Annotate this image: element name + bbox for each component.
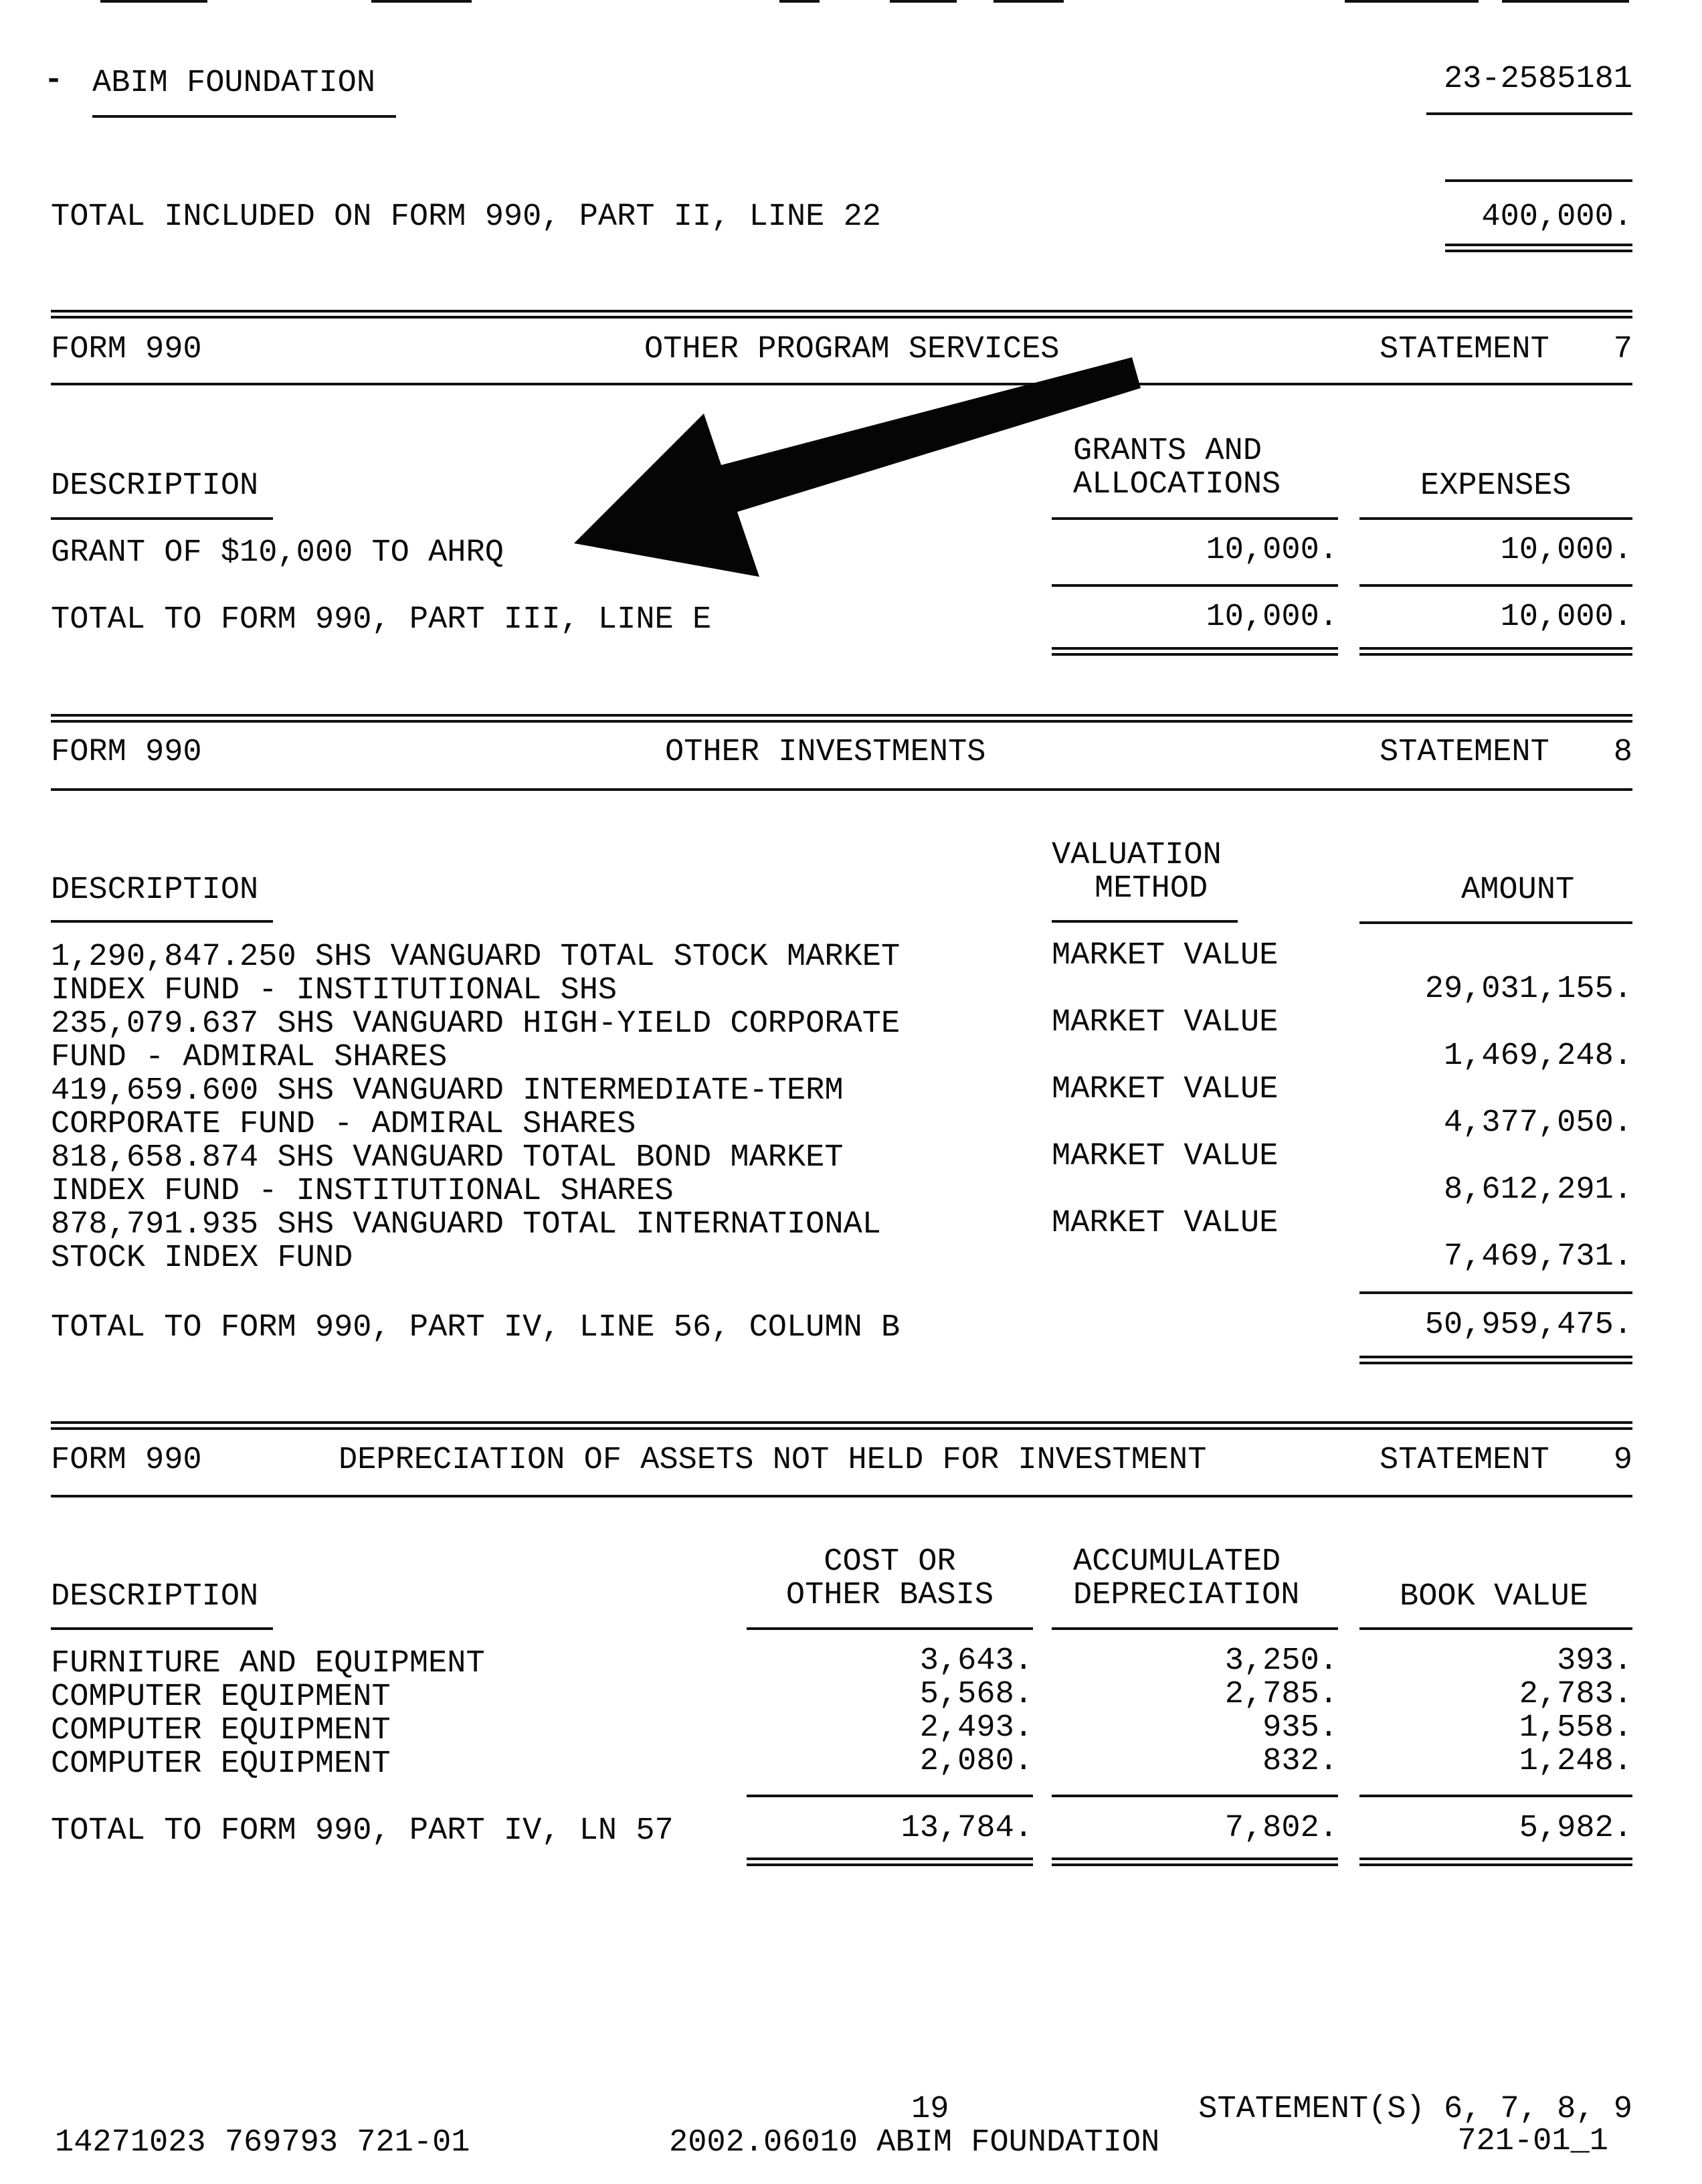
stmt9-row-cost: 3,643.	[919, 1643, 1033, 1679]
stmt9-col-cost-2: OTHER BASIS	[785, 1578, 994, 1613]
stmt8-subtotal-rule	[1359, 1291, 1632, 1294]
stmt8-col-desc-underline	[51, 920, 273, 923]
stmt9-total-book: 5,982.	[1519, 1811, 1632, 1846]
stmt7-form: FORM 990	[51, 332, 202, 367]
top-rule	[994, 0, 1064, 3]
stmt7-col-expenses: EXPENSES	[1420, 468, 1572, 504]
stmt8-top-rule	[51, 714, 1632, 723]
stmt9-row-book: 393.	[1557, 1643, 1632, 1679]
ein: 23-2585181	[1443, 62, 1632, 97]
footer-center-text: 2002.06010 ABIM FOUNDATION	[669, 2125, 1160, 2161]
stmt7-total-label: TOTAL TO FORM 990, PART III, LINE E	[51, 602, 712, 638]
stmt7-row-expenses: 10,000.	[1500, 533, 1632, 568]
stmt8-row-line2: INDEX FUND - INSTITUTIONAL SHS	[51, 973, 618, 1008]
stmt7-col-rule-expenses	[1359, 517, 1632, 520]
stmt9-statement-label: STATEMENT	[1380, 1443, 1549, 1478]
total-topline	[1445, 179, 1632, 182]
stmt9-row-cost: 5,568.	[919, 1677, 1033, 1712]
stmt8-statement-label: STATEMENT	[1380, 735, 1549, 770]
stmt8-row-method: MARKET VALUE	[1052, 1005, 1279, 1040]
top-rule	[1345, 0, 1479, 3]
stmt9-row-book: 1,248.	[1519, 1744, 1632, 1779]
stmt9-total-acc: 7,802.	[1224, 1811, 1338, 1846]
stmt8-row-amount: 1,469,248.	[1443, 1038, 1632, 1074]
stmt8-row-line2: INDEX FUND - INSTITUTIONAL SHARES	[51, 1174, 674, 1209]
stmt7-col-desc-underline	[51, 517, 273, 520]
stmt9-subtotal-rule-book	[1359, 1795, 1632, 1797]
stmt8-row-method: MARKET VALUE	[1052, 938, 1279, 974]
stmt7-col-desc: DESCRIPTION	[51, 468, 259, 504]
arrow-annotation-icon	[549, 348, 1151, 589]
stmt8-title: OTHER INVESTMENTS	[665, 735, 986, 770]
stmt9-col-rule-cost	[747, 1627, 1033, 1630]
stmt9-row-acc: 3,250.	[1224, 1643, 1338, 1679]
stmt8-row-amount: 7,469,731.	[1443, 1239, 1632, 1275]
top-rule	[1502, 0, 1629, 3]
stmt8-row-line1: 235,079.637 SHS VANGUARD HIGH-YIELD CORPORATE	[51, 1006, 901, 1042]
stmt9-row-cost: 2,493.	[919, 1710, 1033, 1746]
stmt8-row-method: MARKET VALUE	[1052, 1206, 1279, 1241]
stmt8-row-line1: 419,659.600 SHS VANGUARD INTERMEDIATE-TERM	[51, 1073, 844, 1109]
stmt9-title: DEPRECIATION OF ASSETS NOT HELD FOR INVESTMENT	[339, 1443, 1207, 1478]
stmt9-row-book: 2,783.	[1519, 1677, 1632, 1712]
stmt7-col-grants-2: ALLOCATIONS	[1073, 467, 1281, 503]
stmt8-total-label: TOTAL TO FORM 990, PART IV, LINE 56, COLUMN B	[51, 1310, 901, 1346]
stmt7-subtotal-rule-grants	[1052, 584, 1338, 587]
stmt7-total-double-expenses	[1359, 647, 1632, 656]
stmt9-row-desc: COMPUTER EQUIPMENT	[51, 1746, 391, 1782]
top-rule	[779, 0, 820, 3]
stmt8-row-line2: CORPORATE FUND - ADMIRAL SHARES	[51, 1107, 636, 1142]
stmt9-row-desc: FURNITURE AND EQUIPMENT	[51, 1646, 485, 1681]
stmt8-row-line1: 878,791.935 SHS VANGUARD TOTAL INTERNATIONAL	[51, 1207, 882, 1243]
stmt8-col-val-1: VALUATION	[1052, 838, 1222, 873]
header-total-double-rule	[1445, 244, 1632, 252]
stmt9-col-book: BOOK VALUE	[1400, 1579, 1589, 1615]
stmt9-header-rule	[51, 1495, 1632, 1497]
org-name-underline	[92, 115, 396, 118]
stmt8-row-amount: 8,612,291.	[1443, 1172, 1632, 1208]
stmt9-total-label: TOTAL TO FORM 990, PART IV, LN 57	[51, 1813, 674, 1849]
stmt7-top-rule	[51, 310, 1632, 318]
stmt9-row-cost: 2,080.	[919, 1744, 1033, 1779]
stmt9-col-rule-acc	[1052, 1627, 1338, 1630]
footer-statements: STATEMENT(S) 6, 7, 8, 9	[1198, 2092, 1632, 2127]
stmt7-col-grants-1: GRANTS AND	[1073, 434, 1262, 469]
stmt9-col-cost-1: COST OR	[824, 1544, 956, 1580]
stmt9-row-desc: COMPUTER EQUIPMENT	[51, 1679, 391, 1715]
stmt9-row-desc: COMPUTER EQUIPMENT	[51, 1713, 391, 1748]
stmt9-row-acc: 832.	[1262, 1744, 1338, 1779]
stmt9-statement-no: 9	[1613, 1443, 1632, 1478]
stmt8-row-method: MARKET VALUE	[1052, 1139, 1279, 1174]
stmt8-total-amount: 50,959,475.	[1424, 1307, 1632, 1343]
stmt7-row-grants: 10,000.	[1206, 533, 1338, 568]
top-rule	[371, 0, 472, 3]
stmt8-col-val-2: METHOD	[1095, 871, 1208, 907]
stmt9-subtotal-rule-acc	[1052, 1795, 1338, 1797]
header-total-value: 400,000.	[1481, 199, 1632, 235]
stmt8-row-line2: STOCK INDEX FUND	[51, 1241, 353, 1276]
stmt7-title: OTHER PROGRAM SERVICES	[644, 332, 1060, 367]
footer-right-code: 721-01_1	[1457, 2124, 1608, 2159]
stmt9-total-double-acc	[1052, 1857, 1338, 1866]
stmt8-col-desc: DESCRIPTION	[51, 873, 259, 908]
stmt8-col-val-underline	[1052, 920, 1238, 923]
stmt9-col-desc: DESCRIPTION	[51, 1579, 259, 1615]
stmt9-col-acc-2: DEPRECIATION	[1073, 1578, 1300, 1613]
stmt8-statement-no: 8	[1613, 735, 1632, 770]
stmt9-col-desc-underline	[51, 1627, 273, 1630]
stmt9-col-acc-1: ACCUMULATED	[1073, 1544, 1281, 1580]
stmt8-col-amount: AMOUNT	[1461, 873, 1575, 908]
stmt7-total-expenses: 10,000.	[1500, 600, 1632, 635]
stmt9-row-acc: 935.	[1262, 1710, 1338, 1746]
footer-left-codes: 14271023 769793 721-01	[55, 2125, 470, 2161]
stmt8-row-amount: 29,031,155.	[1424, 972, 1632, 1007]
stmt9-total-double-cost	[747, 1857, 1033, 1866]
top-rule	[890, 0, 957, 3]
dash-mark: -	[44, 63, 64, 98]
stmt8-row-line1: 818,658.874 SHS VANGUARD TOTAL BOND MARKET	[51, 1140, 844, 1176]
stmt7-subtotal-rule-expenses	[1359, 584, 1632, 587]
stmt9-subtotal-rule-cost	[747, 1795, 1033, 1797]
footer-page-number: 19	[911, 2092, 949, 2127]
stmt8-row-line2: FUND - ADMIRAL SHARES	[51, 1040, 448, 1075]
stmt7-statement-no: 7	[1613, 332, 1632, 367]
ein-underline	[1426, 112, 1632, 115]
stmt8-form: FORM 990	[51, 735, 202, 770]
top-rule	[100, 0, 207, 3]
stmt9-row-book: 1,558.	[1519, 1710, 1632, 1746]
stmt9-total-double-book	[1359, 1857, 1632, 1866]
stmt9-row-acc: 2,785.	[1224, 1677, 1338, 1712]
stmt8-row-line1: 1,290,847.250 SHS VANGUARD TOTAL STOCK MARKET	[51, 939, 901, 975]
stmt7-row-desc: GRANT OF $10,000 TO AHRQ	[51, 535, 504, 571]
stmt7-statement-label: STATEMENT	[1380, 332, 1549, 367]
stmt7-total-double-grants	[1052, 647, 1338, 656]
stmt8-row-amount: 4,377,050.	[1443, 1105, 1632, 1141]
stmt9-total-cost: 13,784.	[901, 1811, 1033, 1846]
stmt8-header-rule	[51, 788, 1632, 791]
header-total-label: TOTAL INCLUDED ON FORM 990, PART II, LINE 22	[51, 199, 882, 235]
stmt7-total-grants: 10,000.	[1206, 600, 1338, 635]
stmt9-form: FORM 990	[51, 1443, 202, 1478]
stmt8-col-amount-underline	[1359, 921, 1632, 924]
stmt9-col-rule-book	[1359, 1627, 1632, 1630]
stmt9-top-rule	[51, 1421, 1632, 1430]
org-name: ABIM FOUNDATION	[92, 66, 376, 101]
stmt8-total-double-rule	[1359, 1356, 1632, 1364]
stmt8-row-method: MARKET VALUE	[1052, 1072, 1279, 1107]
